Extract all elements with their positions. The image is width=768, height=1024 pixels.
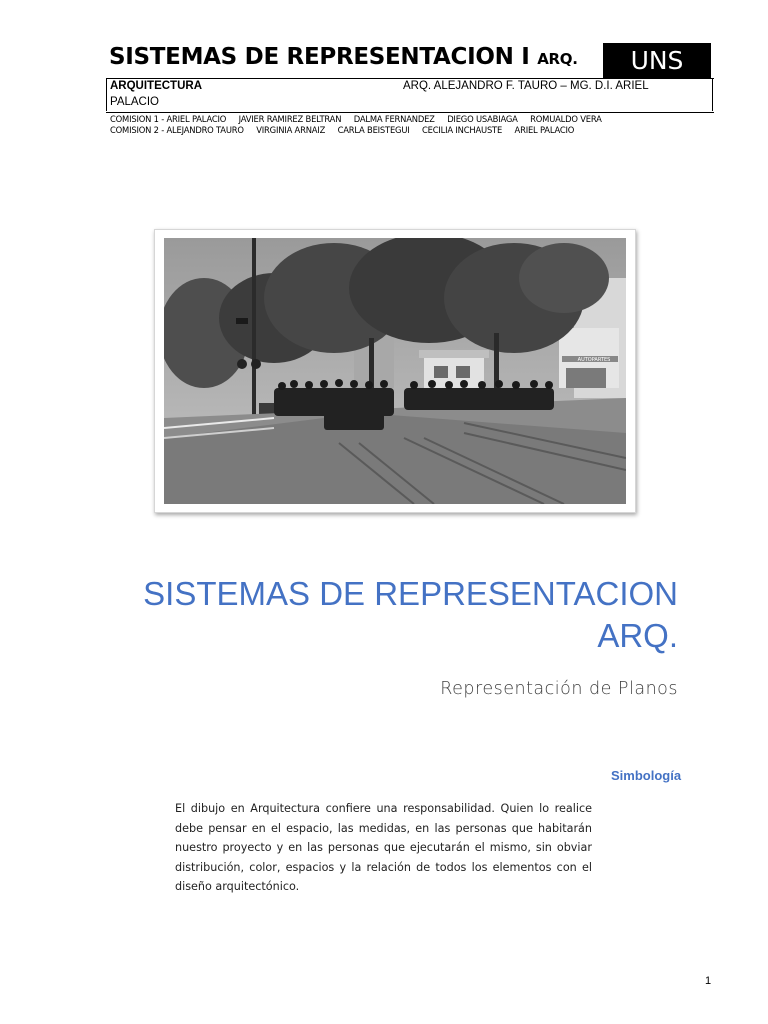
cover-photo-frame — [154, 229, 636, 513]
comision-1-name-2: DALMA FERNANDEZ — [353, 114, 435, 124]
header-title-main: SISTEMAS DE REPRESENTACION I — [109, 44, 530, 70]
comision-2-name-0: COMISION 2 - ALEJANDRO TAURO — [110, 125, 244, 135]
comision-2-name-1: VIRGINIA ARNAIZ — [256, 125, 326, 135]
document-title — [143, 573, 678, 657]
university-badge: UNS — [603, 43, 711, 78]
comision-2-line — [110, 125, 584, 135]
document-title-line1: SISTEMAS DE REPRESENTACION — [143, 575, 678, 612]
comision-1-name-0: COMISION 1 - ARIEL PALACIO — [110, 114, 227, 124]
header-professors: ARQ. ALEJANDRO F. TAURO – MG. D.I. ARIEL — [403, 80, 649, 92]
page-number: 1 — [705, 975, 712, 987]
comision-1-line — [110, 114, 612, 124]
shop-sign-text: AUTOPARTES — [577, 357, 611, 363]
header-title — [109, 44, 578, 70]
comision-2-name-2: CARLA BEISTEGUI — [337, 125, 410, 135]
header-rule-bottom — [106, 112, 714, 113]
section-heading: Simbología — [611, 768, 682, 783]
comision-2-name-4: ARIEL PALACIO — [514, 125, 575, 135]
comision-1-name-1: JAVIER RAMIREZ BELTRAN — [238, 114, 342, 124]
comision-1-name-4: ROMUALDO VERA — [530, 114, 602, 124]
header-rule-right — [712, 78, 713, 111]
header-rule-left — [106, 78, 107, 111]
header-title-suffix: ARQ. — [537, 50, 578, 68]
comision-1-name-3: DIEGO USABIAGA — [447, 114, 518, 124]
header-department: ARQUITECTURA — [110, 80, 202, 92]
header-professors-cont: PALACIO — [110, 96, 159, 108]
body-paragraph: El dibujo en Arquitectura confiere una responsabilidad. Quien lo realice debe pensar en el espacio, las medidas, en las personas que habitarán nuestro proyecto y en las personas que ejecutarán el mismo, sin obviar distribución, color, espacios y la relación de todos los elementos con el diseño arquitectónico. — [175, 802, 592, 893]
railway-crossing-photo — [164, 238, 626, 504]
document-subtitle: Representación de Planos — [440, 679, 678, 699]
document-title-line2: ARQ. — [597, 617, 678, 654]
comision-2-name-3: CECILIA INCHAUSTE — [422, 125, 503, 135]
header-rule-top — [106, 78, 714, 79]
